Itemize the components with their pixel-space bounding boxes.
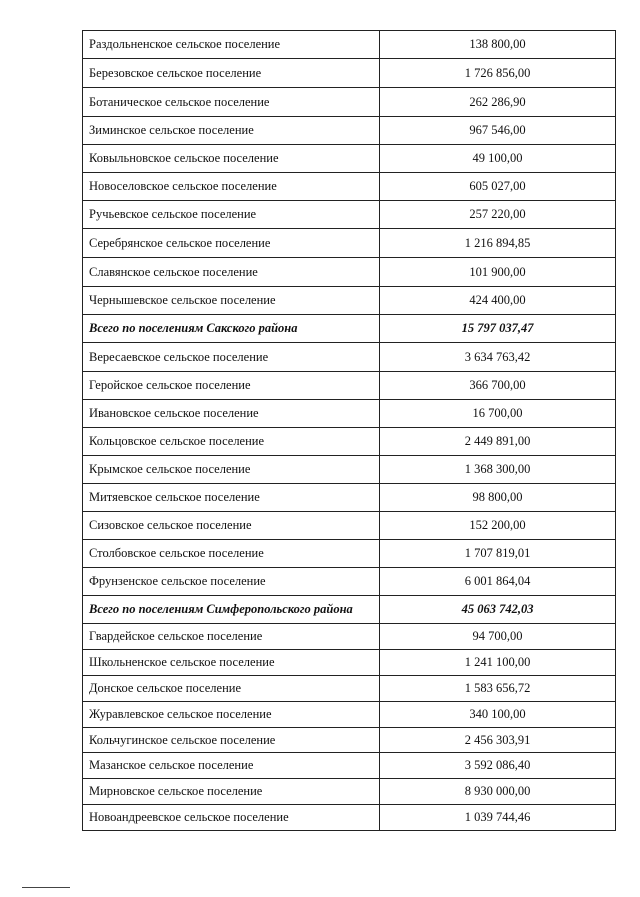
table-row (83, 650, 616, 676)
settlement-name: Кольцовское сельское поселение (83, 428, 380, 456)
settlement-amount: 2 456 303,91 (380, 728, 616, 753)
table-row (83, 59, 616, 88)
table-row (83, 540, 616, 568)
settlement-name: Ботаническое сельское поселение (83, 88, 380, 117)
settlement-amount: 101 900,00 (380, 258, 616, 287)
settlement-name: Гвардейское сельское поселение (83, 624, 380, 650)
settlement-name: Всего по поселениям Симферопольского района (83, 596, 380, 624)
table-row (83, 88, 616, 117)
settlement-amount: 340 100,00 (380, 702, 616, 728)
table-total-row (83, 596, 616, 624)
settlement-amount: 8 930 000,00 (380, 779, 616, 805)
settlement-amount: 1 039 744,46 (380, 805, 616, 831)
settlement-amount: 1 583 656,72 (380, 676, 616, 702)
settlement-amount: 1 216 894,85 (380, 229, 616, 258)
settlement-amount: 138 800,00 (380, 31, 616, 59)
settlement-amount: 15 797 037,47 (380, 315, 616, 343)
settlement-amount: 424 400,00 (380, 287, 616, 315)
settlements-table (82, 30, 616, 831)
table-row (83, 753, 616, 779)
settlement-amount: 98 800,00 (380, 484, 616, 512)
settlement-name: Крымское сельское поселение (83, 456, 380, 484)
settlement-name: Журавлевское сельское поселение (83, 702, 380, 728)
table-row (83, 229, 616, 258)
settlement-amount: 1 707 819,01 (380, 540, 616, 568)
table-row (83, 400, 616, 428)
settlement-name: Березовское сельское поселение (83, 59, 380, 88)
table-row (83, 676, 616, 702)
settlement-amount: 967 546,00 (380, 117, 616, 145)
settlement-name: Ручьевское сельское поселение (83, 201, 380, 229)
table-row (83, 512, 616, 540)
settlement-name: Сизовское сельское поселение (83, 512, 380, 540)
settlement-name: Вересаевское сельское поселение (83, 343, 380, 372)
settlement-amount: 45 063 742,03 (380, 596, 616, 624)
settlement-name: Раздольненское сельское поселение (83, 31, 380, 59)
table-row (83, 805, 616, 831)
settlement-name: Мазанское сельское поселение (83, 753, 380, 779)
table-row (83, 428, 616, 456)
table-body (83, 31, 616, 831)
table-row (83, 145, 616, 173)
settlement-name: Геройское сельское поселение (83, 372, 380, 400)
settlement-name: Славянское сельское поселение (83, 258, 380, 287)
settlement-name: Серебрянское сельское поселение (83, 229, 380, 258)
settlement-amount: 152 200,00 (380, 512, 616, 540)
settlement-amount: 257 220,00 (380, 201, 616, 229)
footnote-rule (22, 887, 70, 888)
table-row (83, 702, 616, 728)
settlement-amount: 262 286,90 (380, 88, 616, 117)
table-row (83, 117, 616, 145)
table-row (83, 343, 616, 372)
settlement-name: Фрунзенское сельское поселение (83, 568, 380, 596)
settlement-name: Митяевское сельское поселение (83, 484, 380, 512)
settlement-amount: 366 700,00 (380, 372, 616, 400)
settlement-name: Школьненское сельское поселение (83, 650, 380, 676)
settlement-amount: 605 027,00 (380, 173, 616, 201)
settlement-amount: 6 001 864,04 (380, 568, 616, 596)
settlement-amount: 3 592 086,40 (380, 753, 616, 779)
table-row (83, 258, 616, 287)
settlement-name: Чернышевское сельское поселение (83, 287, 380, 315)
table-row (83, 31, 616, 59)
table-row (83, 201, 616, 229)
table-row (83, 456, 616, 484)
table-row (83, 287, 616, 315)
settlement-name: Мирновское сельское поселение (83, 779, 380, 805)
table-total-row (83, 315, 616, 343)
table-row (83, 728, 616, 753)
settlement-amount: 16 700,00 (380, 400, 616, 428)
table-row (83, 568, 616, 596)
settlement-name: Всего по поселениям Сакского района (83, 315, 380, 343)
settlement-name: Столбовское сельское поселение (83, 540, 380, 568)
settlement-name: Донское сельское поселение (83, 676, 380, 702)
settlement-name: Новоселовское сельское поселение (83, 173, 380, 201)
settlement-name: Новоандреевское сельское поселение (83, 805, 380, 831)
table-row (83, 624, 616, 650)
settlement-amount: 94 700,00 (380, 624, 616, 650)
table-row (83, 779, 616, 805)
settlement-amount: 1 368 300,00 (380, 456, 616, 484)
table-row (83, 173, 616, 201)
table-row (83, 484, 616, 512)
settlement-name: Кольчугинское сельское поселение (83, 728, 380, 753)
settlement-amount: 2 449 891,00 (380, 428, 616, 456)
settlement-amount: 1 726 856,00 (380, 59, 616, 88)
settlement-name: Ивановское сельское поселение (83, 400, 380, 428)
settlement-amount: 1 241 100,00 (380, 650, 616, 676)
settlement-name: Зиминское сельское поселение (83, 117, 380, 145)
settlement-amount: 49 100,00 (380, 145, 616, 173)
settlement-amount: 3 634 763,42 (380, 343, 616, 372)
settlement-name: Ковыльновское сельское поселение (83, 145, 380, 173)
table-row (83, 372, 616, 400)
